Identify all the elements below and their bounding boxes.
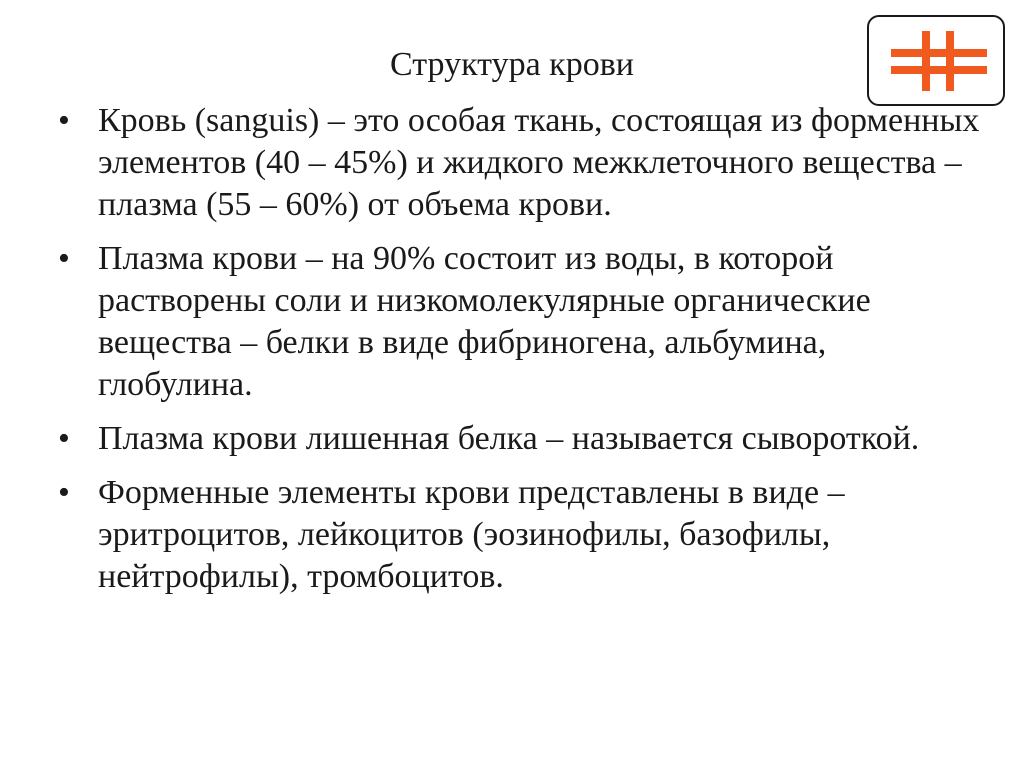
bullet-text: Форменные элементы крови представлены в виде – эритроцитов, лейкоцитов (эозинофилы, базофилы, нейтрофилы), тромбоцитов. (98, 474, 845, 595)
bullet-item (58, 100, 988, 226)
bullet-item (58, 472, 988, 598)
bullet-marker: • (58, 102, 70, 139)
bullet-item (58, 418, 988, 460)
bullet-item (58, 238, 988, 406)
bullet-marker: • (58, 420, 70, 457)
bullet-text: Кровь (sanguis) – это особая ткань, состоящая из форменных элементов (40 – 45%) и жидкого межклеточного вещества – плазма (55 – 60%) от объема крови. (98, 102, 980, 223)
bullet-text: Плазма крови – на 90% состоит из воды, в которой растворены соли и низкомолекулярные органические вещества – белки в виде фибриногена, альбумина, глобулина. (98, 240, 871, 403)
orange-double-cross-icon (869, 17, 1003, 104)
logo-frame (867, 15, 1005, 106)
bullet-marker: • (58, 240, 70, 277)
bullet-list (58, 100, 988, 610)
bullet-text: Плазма крови лишенная белка – называется сывороткой. (98, 420, 920, 457)
slide-title: Структура крови (390, 46, 634, 83)
bullet-marker: • (58, 474, 70, 511)
